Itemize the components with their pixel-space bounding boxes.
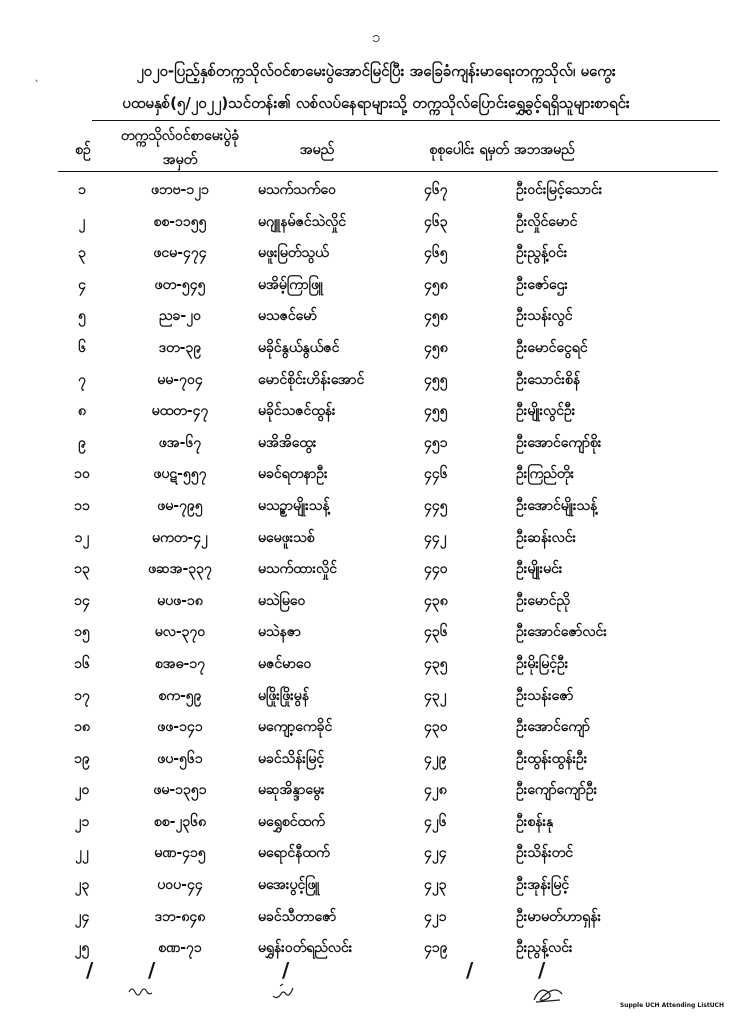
exam-roll-number-cell: မဏ-၄၁၅ xyxy=(154,845,206,862)
total-mark-cell: ၄၄၂ xyxy=(424,529,447,546)
serial-number-cell: ၅ xyxy=(78,308,86,325)
student-name-cell: မရွှန်းဝတ်ရည်လင်း xyxy=(258,940,353,957)
serial-number-cell: ၁၉ xyxy=(74,750,90,767)
student-name-cell: မဖြိုးဖြိုးမွန် xyxy=(258,687,310,704)
total-mark-cell: ၄၁၉ xyxy=(424,940,448,957)
table-row xyxy=(0,172,752,204)
table-row xyxy=(0,204,752,236)
student-name-cell: မောင်စိုင်းဟိန်းအောင် xyxy=(258,371,365,388)
exam-roll-number-cell: မမ-၇၀၄ xyxy=(157,371,203,388)
serial-number-cell: ၈ xyxy=(78,403,86,420)
total-mark-cell: ၄၂၉ xyxy=(424,750,447,767)
total-mark-cell: ၄၂၃ xyxy=(424,877,447,894)
serial-number-cell: ၂၃ xyxy=(74,877,90,894)
serial-number-cell: ၂ xyxy=(78,213,86,230)
exam-roll-number-cell: ဖဖ-၁၄၁ xyxy=(157,719,203,736)
father-name-cell: ဦးသန်းဇော် xyxy=(516,687,574,704)
serial-number-cell: ၂၄ xyxy=(74,908,90,925)
total-mark-cell: ၄၅၈ xyxy=(424,339,448,356)
ditto-mark: / xyxy=(466,958,474,982)
student-name-cell: မသက်သက်ဝေ xyxy=(258,182,336,198)
header-name: အမည် xyxy=(299,142,335,158)
serial-number-cell: ၂၅ xyxy=(74,940,90,957)
student-name-cell: မအိမ့်ကြာဖြူ xyxy=(258,276,324,293)
table-row xyxy=(0,330,752,362)
student-name-cell: မသဇင်မော် xyxy=(258,308,317,325)
father-name-cell: ဦးညွန့်ဝင်း xyxy=(516,245,568,262)
father-name-cell: ဦးမောင်ညို xyxy=(516,592,570,609)
student-name-cell: မဇင်မာဝေ xyxy=(258,655,312,672)
student-name-cell: မခင်သိန်းမြင့် xyxy=(258,750,325,767)
father-name-cell: ဦးအောင်ကျော်စိုး xyxy=(516,434,602,451)
father-name-cell: ဦးကြည်တိုး xyxy=(516,466,575,483)
handwritten-initial-1 xyxy=(126,982,156,998)
exam-roll-number-cell: မလ-၃၇၀ xyxy=(154,624,206,641)
table-row xyxy=(0,583,752,615)
total-mark-cell: ၄၅၅ xyxy=(424,403,448,420)
serial-number-cell: ၁၃ xyxy=(74,561,90,578)
serial-number-cell: ၁၈ xyxy=(74,719,90,736)
header-total-mark-father-name: စုစုပေါင်း ရမှတ် အဘအမည် xyxy=(429,142,575,158)
table-row xyxy=(0,614,752,646)
student-name-cell: မသဥ္စာမျိုးသန့် xyxy=(258,497,330,514)
table-row xyxy=(0,646,752,678)
student-name-cell: မအေးပွင့်ဖြူ xyxy=(258,877,320,894)
father-name-cell: ဦးအောင်မျိုးသန့် xyxy=(516,497,598,514)
father-name-cell: ဦးအုန်းမြင့် xyxy=(516,877,570,894)
serial-number-cell: ၁၆ xyxy=(74,655,90,672)
student-name-cell: မသဲနဇာ xyxy=(258,624,301,641)
serial-number-cell: ၁၁ xyxy=(74,497,90,514)
table-row xyxy=(0,235,752,267)
total-mark-cell: ၄၃၀ xyxy=(424,719,448,736)
exam-roll-number-cell: ဒတ-၃၉ xyxy=(158,339,202,356)
student-name-cell: မခိုင်သဇင်ထွန်း xyxy=(258,403,336,420)
total-mark-cell: ၄၃၅ xyxy=(424,655,448,672)
exam-roll-number-cell: ဖပဋ-၅၅၇ xyxy=(153,466,207,483)
father-name-cell: ဦးမျိုးမင်း xyxy=(516,561,563,578)
exam-roll-number-cell: စစ-၁၁၅၅ xyxy=(153,213,207,230)
serial-number-cell: ၁၀ xyxy=(74,466,90,483)
total-mark-cell: ၄၂၁ xyxy=(424,908,447,925)
exam-roll-number-cell: ညခ-၂၀ xyxy=(159,308,201,325)
table-row xyxy=(0,298,752,330)
serial-number-cell: ၉ xyxy=(78,434,86,451)
exam-roll-number-cell: ဖငမ-၄၇၄ xyxy=(153,245,207,262)
student-name-cell: မရွှေစင်ထက် xyxy=(258,813,325,830)
document-title-line-2: ပထမနှစ်(၅/၂၀၂၂)သင်တန်း၏ လစ်လပ်နေရာများသို့ တက္ကသိုလ်ပြောင်းရွှေ့ခွင့်ရရှိသူများစာရင်း xyxy=(122,94,630,112)
table-row xyxy=(0,425,752,457)
student-name-cell: မသဲမြဝေ xyxy=(258,592,306,609)
total-mark-cell: ၄၃၆ xyxy=(424,624,448,641)
header-exam-roll-number: တက္ကသိုလ်ဝင်စာမေးပွဲခုံအမှတ် xyxy=(120,128,240,168)
exam-roll-number-cell: စက-၅၉ xyxy=(158,687,202,704)
table-row xyxy=(0,551,752,583)
total-mark-cell: ၄၂၈ xyxy=(424,782,447,799)
ditto-mark: / xyxy=(538,958,546,982)
exam-roll-number-cell: ဖပ-၅၆၁ xyxy=(157,750,203,767)
exam-roll-number-cell: စအဓ-၁၇ xyxy=(154,655,206,672)
table-row xyxy=(0,899,752,931)
student-name-cell: မခိုင်နွယ်နွယ်ဇင် xyxy=(258,339,340,356)
table-row xyxy=(0,709,752,741)
stray-mark: ˎ xyxy=(34,68,40,82)
serial-number-cell: ၇ xyxy=(78,371,86,388)
serial-number-cell: ၁၄ xyxy=(74,592,90,609)
serial-number-cell: ၁၂ xyxy=(74,529,90,546)
father-name-cell: ဦးထွန်းထွန်းဦး xyxy=(516,750,588,767)
exam-roll-number-cell: ပဝပ-၄၄ xyxy=(157,877,203,894)
serial-number-cell: ၆ xyxy=(78,339,86,356)
exam-roll-number-cell: စစ-၂၃၆၈ xyxy=(153,813,207,830)
total-mark-cell: ၄၃၈ xyxy=(424,592,448,609)
father-name-cell: ဦးလှိုင်မောင် xyxy=(516,213,578,230)
title-underline xyxy=(92,120,720,121)
total-mark-cell: ၄၂၆ xyxy=(424,813,447,830)
exam-roll-number-cell: စဏ-၇၁ xyxy=(158,940,202,957)
father-name-cell: ဦးဇော်ဌေး xyxy=(516,276,568,293)
exam-roll-number-cell: ဖတ-၅၄၅ xyxy=(154,276,206,293)
serial-number-cell: ၄ xyxy=(78,276,86,293)
ditto-mark: / xyxy=(148,958,156,982)
exam-roll-number-cell: မပဖ-၁၈ xyxy=(157,592,203,609)
header-serial-number: စဉ် xyxy=(75,142,91,158)
exam-roll-number-cell: ဖမ-၁၃၅၁ xyxy=(153,782,207,799)
father-name-cell: ဦးစန်းနု xyxy=(516,813,554,830)
father-name-cell: ဦးအောင်ကျော် xyxy=(516,719,591,736)
student-name-cell: မမေဖူးသစ် xyxy=(258,529,315,546)
exam-roll-number-cell: ဖအ-၆၇ xyxy=(158,434,202,451)
father-name-cell: ဦးသန်းလွင် xyxy=(516,308,573,325)
footer-note: Supple UCH Attending ListUCH xyxy=(619,1002,724,1009)
table-row xyxy=(0,393,752,425)
father-name-cell: ဦးအောင်ဇော်လင်း xyxy=(516,624,607,641)
total-mark-cell: ၄၅၁ xyxy=(424,434,448,451)
serial-number-cell: ၁၇ xyxy=(74,687,90,704)
student-name-cell: မခင်ရတနာဦး xyxy=(258,466,328,483)
student-name-cell: မကျော့ကေခိုင် xyxy=(258,719,333,736)
table-row xyxy=(0,835,752,867)
handwritten-signature xyxy=(528,982,568,1006)
exam-roll-number-cell: ဖဘဗ-၁၂၁ xyxy=(151,182,209,198)
total-mark-cell: ၄၃၂ xyxy=(424,687,447,704)
total-mark-cell: ၄၄၆ xyxy=(424,466,448,483)
serial-number-cell: ၃ xyxy=(78,245,86,262)
total-mark-cell: ၄၆၅ xyxy=(424,245,448,262)
table-row xyxy=(0,741,752,773)
serial-number-cell: ၂၁ xyxy=(74,813,90,830)
student-name-cell: မသက်ထားလှိုင် xyxy=(258,561,337,578)
father-name-cell: ဦးသိန်းတင် xyxy=(516,845,574,862)
father-name-cell: ဦးသောင်းစိန် xyxy=(516,371,581,388)
father-name-cell: ဦးကျော်ကျော်ဦး xyxy=(516,782,598,799)
page-number: ၁ xyxy=(371,28,381,46)
student-name-cell: မဆုအိန္ဒာမွေး xyxy=(258,782,325,799)
father-name-cell: ဦးမိုးမြင့်ဦး xyxy=(516,655,569,672)
table-row xyxy=(0,678,752,710)
exam-roll-number-cell: မထတ-၄၇ xyxy=(151,403,209,420)
serial-number-cell: ၂၀ xyxy=(74,782,90,799)
student-name-cell: မရောင်နီထက် xyxy=(258,845,330,862)
serial-number-cell: ၂၂ xyxy=(75,845,89,862)
student-name-cell: မခင်သီတာဇော် xyxy=(258,908,337,925)
ditto-mark: / xyxy=(86,958,94,982)
exam-roll-number-cell: ဖဆအ-၃၃၇ xyxy=(148,561,212,578)
total-mark-cell: ၄၅၈ xyxy=(424,276,448,293)
student-name-cell: မဂျူနမ်ဇင်သဲလှိုင် xyxy=(258,213,347,230)
table-row xyxy=(0,456,752,488)
total-mark-cell: ၄၅၈ xyxy=(424,308,448,325)
table-row xyxy=(0,867,752,899)
table-row xyxy=(0,804,752,836)
student-name-cell: မအိအိထွေး xyxy=(258,434,317,451)
table-row xyxy=(0,488,752,520)
ditto-mark: / xyxy=(282,958,290,982)
father-name-cell: ဦးမာမတ်ဟာရှန်း xyxy=(516,908,601,925)
exam-roll-number-cell: ဖမ-၇၉၅ xyxy=(157,497,203,514)
father-name-cell: ဦးဆန်းလင်း xyxy=(516,529,577,546)
father-name-cell: ဦးညွန့်လင်း xyxy=(516,940,573,957)
table-row xyxy=(0,267,752,299)
handwritten-initial-2 xyxy=(268,982,298,1004)
total-mark-cell: ၄၅၅ xyxy=(424,371,448,388)
document-title-line-1: ၂၀၂၀-ပြည့်နှစ်တက္ကသိုလ်ဝင်စာမေးပွဲအောင်မြင်ပြီး အခြေခံကျန်းမာရေးတက္ကသိုလ်၊ မကွေး xyxy=(136,62,616,80)
serial-number-cell: ၁၅ xyxy=(74,624,90,641)
table-row xyxy=(0,362,752,394)
ditto-marks-row xyxy=(0,958,752,982)
father-name-cell: ဦးမျိုးလွင်ဦး xyxy=(516,403,576,420)
student-list xyxy=(0,172,752,962)
father-name-cell: ဦးဝင်းမြင့်သောင်း xyxy=(516,182,603,198)
serial-number-cell: ၁ xyxy=(78,182,86,198)
exam-roll-number-cell: မကတ-၄၂ xyxy=(152,529,208,546)
table-row xyxy=(0,772,752,804)
table-row xyxy=(0,520,752,552)
student-name-cell: မဖူးမြတ်သွယ် xyxy=(258,245,329,262)
total-mark-cell: ၄၂၄ xyxy=(424,845,447,862)
total-mark-cell: ၄၆၃ xyxy=(424,213,448,230)
total-mark-cell: ၄၄၀ xyxy=(424,561,448,578)
total-mark-cell: ၄၄၅ xyxy=(424,497,448,514)
total-mark-cell: ၄၆၇ xyxy=(424,182,448,198)
exam-roll-number-cell: ဒဘ-၈၄၈ xyxy=(154,908,206,925)
father-name-cell: ဦးမောင်ငွေရင် xyxy=(516,339,588,356)
